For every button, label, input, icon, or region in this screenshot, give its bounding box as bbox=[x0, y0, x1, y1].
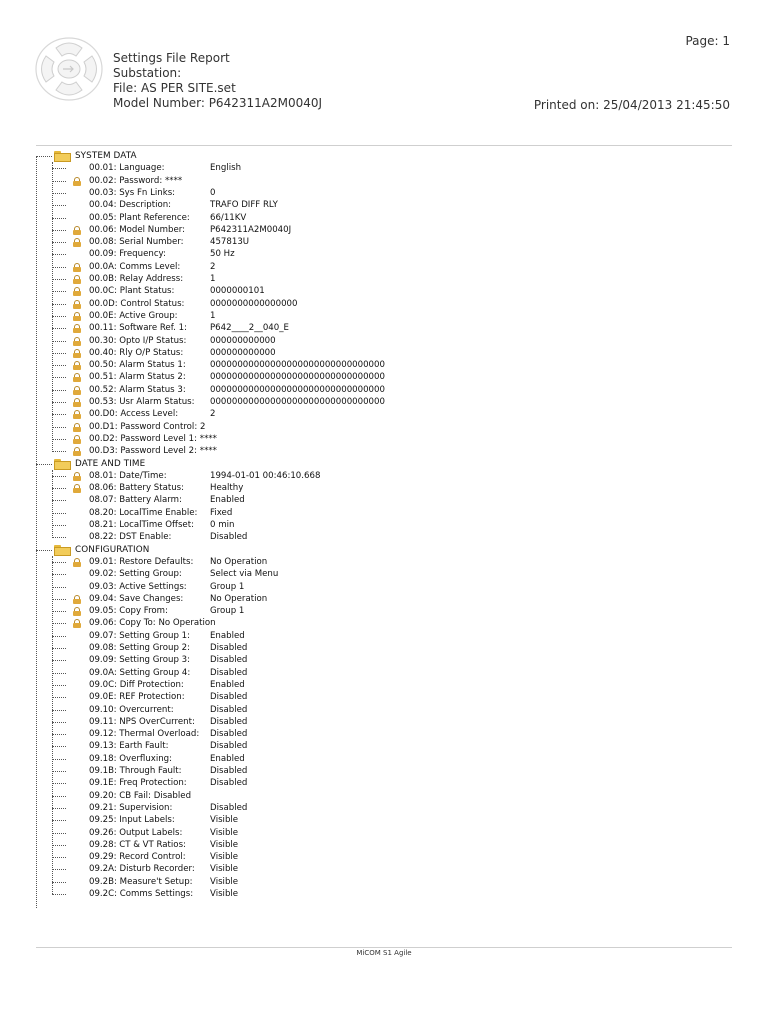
setting-value: Disabled bbox=[210, 778, 248, 789]
tree-connector bbox=[52, 722, 66, 723]
tree-connector bbox=[52, 636, 66, 637]
tree-connector bbox=[52, 328, 66, 329]
setting-value: Visible bbox=[210, 889, 239, 899]
setting-label: 09.18: Overfluxing: bbox=[89, 753, 173, 764]
lock-icon bbox=[73, 275, 81, 284]
setting-label: 00.51: Alarm Status 2: bbox=[89, 372, 186, 383]
tree-connector bbox=[52, 291, 66, 292]
setting-value: 50 Hz bbox=[210, 249, 235, 260]
tree-connector bbox=[52, 783, 66, 784]
setting-label: 09.2B: Measure't Setup: bbox=[89, 876, 193, 887]
setting-value: Select via Menu bbox=[210, 569, 279, 580]
tree-connector bbox=[52, 710, 66, 711]
section-title: DATE AND TIME bbox=[75, 458, 146, 469]
setting-label: 00.0B: Relay Address: bbox=[89, 274, 184, 284]
lock-icon bbox=[73, 177, 81, 186]
tree-connector bbox=[52, 402, 66, 403]
tree-connector bbox=[36, 464, 52, 465]
setting-value: 457813U bbox=[210, 237, 250, 248]
setting-value: Disabled bbox=[153, 790, 192, 801]
setting-value: Disabled bbox=[210, 802, 248, 813]
setting-label: 08.06: Battery Status: bbox=[89, 483, 185, 494]
tree-connector bbox=[52, 365, 66, 366]
setting-label: 00.08: Serial Number: bbox=[89, 237, 184, 248]
setting-label: 09.10: Overcurrent: bbox=[89, 704, 174, 715]
tree-connector bbox=[52, 857, 66, 858]
setting-label: 08.07: Battery Alarm: bbox=[89, 495, 182, 506]
setting-value: 000000000000 bbox=[210, 347, 276, 358]
lock-icon bbox=[73, 410, 81, 419]
tree-connector bbox=[52, 218, 66, 219]
setting-value: 00000000000000000000000000000000 bbox=[210, 397, 385, 407]
setting-label: 00.04: Description: bbox=[89, 200, 172, 211]
folder-icon bbox=[54, 545, 71, 556]
setting-value: Visible bbox=[210, 827, 239, 838]
setting-value: No Operation bbox=[210, 593, 268, 604]
setting-value: Disabled bbox=[210, 532, 248, 543]
tree-connector bbox=[52, 439, 66, 440]
tree-connector bbox=[52, 500, 66, 501]
setting-label: 09.09: Setting Group 3: bbox=[89, 655, 190, 666]
lock-icon bbox=[73, 398, 81, 407]
tree-connector bbox=[52, 377, 66, 378]
setting-label: 09.01: Restore Defaults: bbox=[89, 556, 194, 567]
setting-value: 2 bbox=[199, 421, 206, 432]
setting-label: 09.04: Save Changes: bbox=[89, 593, 184, 604]
setting-label: 00.50: Alarm Status 1: bbox=[89, 360, 186, 371]
report-title: Settings File Report bbox=[113, 51, 230, 65]
tree-connector bbox=[52, 808, 66, 809]
lock-icon bbox=[73, 619, 81, 628]
setting-label: 00.53: Usr Alarm Status: bbox=[89, 397, 195, 407]
setting-value: 1994-01-01 00:46:10.668 bbox=[210, 470, 321, 481]
setting-value: 2 bbox=[210, 261, 216, 272]
setting-value: P642____2__040_E bbox=[210, 323, 289, 334]
tree-connector bbox=[52, 304, 66, 305]
lock-icon bbox=[73, 386, 81, 395]
lock-icon bbox=[73, 226, 81, 235]
tree-connector bbox=[52, 820, 66, 821]
model-line: Model Number: P642311A2M0040J bbox=[113, 96, 323, 110]
setting-label: 00.D0: Access Level: bbox=[89, 409, 179, 420]
setting-label: 09.03: Active Settings: bbox=[89, 581, 187, 592]
setting-label: 00.30: Opto I/P Status: bbox=[89, 335, 187, 346]
setting-label: 08.22: DST Enable: bbox=[89, 532, 172, 543]
tree-connector bbox=[52, 623, 66, 624]
setting-value: Enabled bbox=[210, 630, 245, 641]
tree-connector bbox=[36, 156, 52, 157]
setting-value: Fixed bbox=[210, 507, 233, 518]
tree-connector bbox=[52, 230, 66, 231]
setting-value: No Operation bbox=[210, 556, 268, 567]
setting-label: 00.52: Alarm Status 3: bbox=[89, 384, 186, 395]
lock-icon bbox=[73, 324, 81, 333]
setting-label: 00.0A: Comms Level: bbox=[89, 261, 181, 272]
tree-connector bbox=[52, 193, 66, 194]
tree-connector bbox=[52, 267, 66, 268]
setting-value: 0 min bbox=[210, 520, 235, 530]
setting-value: Disabled bbox=[210, 766, 248, 776]
setting-label: 09.29: Record Control: bbox=[89, 852, 186, 863]
tree-connector bbox=[52, 845, 66, 846]
tree-connector bbox=[52, 168, 66, 169]
setting-value: Enabled bbox=[210, 679, 245, 690]
setting-value: Healthy bbox=[210, 483, 244, 494]
lock-icon bbox=[73, 472, 81, 481]
setting-label: 08.01: Date/Time: bbox=[89, 470, 167, 481]
setting-value: 1 bbox=[210, 274, 216, 284]
lock-icon bbox=[73, 312, 81, 321]
setting-value: 00000000000000000000000000000000 bbox=[210, 360, 385, 371]
lock-icon bbox=[73, 300, 81, 309]
setting-label: 00.D3: Password Level 2: **** bbox=[89, 446, 217, 457]
setting-label: 08.21: LocalTime Offset: bbox=[89, 520, 194, 530]
setting-value: 000000000000 bbox=[210, 335, 276, 346]
setting-label: 00.01: Language: bbox=[89, 163, 165, 174]
tree-root-line bbox=[36, 156, 37, 908]
tree-connector bbox=[52, 759, 66, 760]
setting-value: **** bbox=[165, 175, 183, 186]
tree-connector bbox=[52, 205, 66, 206]
file-line: File: AS PER SITE.set bbox=[113, 81, 236, 95]
setting-value: Disabled bbox=[210, 643, 248, 653]
setting-label: 09.2C: Comms Settings: bbox=[89, 889, 194, 899]
tree-connector bbox=[52, 574, 66, 575]
setting-value: Disabled bbox=[210, 729, 248, 740]
setting-label: 00.05: Plant Reference: bbox=[89, 212, 190, 223]
tree-connector bbox=[52, 525, 66, 526]
setting-label: 09.1B: Through Fault: bbox=[89, 766, 182, 776]
tree-connector bbox=[52, 611, 66, 612]
setting-label: 09.02: Setting Group: bbox=[89, 569, 182, 580]
section-title: SYSTEM DATA bbox=[75, 151, 137, 161]
tree-connector bbox=[52, 685, 66, 686]
setting-label: 09.0E: REF Protection: bbox=[89, 692, 185, 703]
tree-connector bbox=[52, 341, 66, 342]
tree-connector bbox=[52, 697, 66, 698]
lock-icon bbox=[73, 435, 81, 444]
tree-connector bbox=[52, 599, 66, 600]
setting-label: 00.D2: Password Level 1: **** bbox=[89, 433, 217, 444]
tree-connector bbox=[52, 427, 66, 428]
tree-connector bbox=[52, 587, 66, 588]
setting-value: 0000000000000000 bbox=[210, 298, 298, 309]
navigation-pad-logo bbox=[34, 36, 104, 102]
tree-connector bbox=[52, 488, 66, 489]
setting-label: 09.05: Copy From: bbox=[89, 606, 168, 617]
lock-icon bbox=[73, 607, 81, 616]
folder-icon bbox=[54, 459, 71, 470]
tree-connector bbox=[52, 869, 66, 870]
tree-connector bbox=[52, 771, 66, 772]
setting-label: 00.0D: Control Status: bbox=[89, 298, 185, 309]
setting-value: Enabled bbox=[210, 495, 245, 506]
section-title: CONFIGURATION bbox=[75, 544, 150, 555]
tree-connector bbox=[52, 734, 66, 735]
setting-value: 0 bbox=[210, 187, 216, 198]
tree-connector bbox=[52, 833, 66, 834]
lock-icon bbox=[73, 337, 81, 346]
setting-value: Group 1 bbox=[210, 581, 245, 592]
setting-value: TRAFO DIFF RLY bbox=[210, 200, 278, 211]
lock-icon bbox=[73, 238, 81, 247]
setting-value: Group 1 bbox=[210, 606, 245, 617]
tree-connector bbox=[52, 562, 66, 563]
tree-connector bbox=[52, 648, 66, 649]
tree-connector bbox=[52, 353, 66, 354]
setting-label: 09.06: Copy To: No Operation bbox=[89, 618, 216, 629]
tree-connector bbox=[52, 660, 66, 661]
setting-value: 00000000000000000000000000000000 bbox=[210, 372, 385, 383]
substation-line: Substation: bbox=[113, 66, 182, 80]
lock-icon bbox=[73, 484, 81, 493]
setting-label: 09.21: Supervision: bbox=[89, 802, 173, 813]
setting-label: 00.06: Model Number: bbox=[89, 224, 186, 235]
folder-icon bbox=[54, 151, 71, 162]
lock-icon bbox=[73, 423, 81, 432]
setting-value: Enabled bbox=[210, 753, 245, 764]
setting-value: Visible bbox=[210, 876, 239, 887]
tree-connector bbox=[52, 254, 66, 255]
setting-value: English bbox=[210, 163, 242, 174]
setting-label: 00.11: Software Ref. 1: bbox=[89, 323, 187, 334]
tree-connector bbox=[52, 181, 66, 182]
setting-label: 09.0C: Diff Protection: bbox=[89, 679, 184, 690]
tree-connector bbox=[52, 451, 66, 452]
tree-connector bbox=[52, 673, 66, 674]
section-branch-line bbox=[52, 556, 53, 895]
setting-value: Visible bbox=[210, 839, 239, 850]
tree-connector bbox=[52, 882, 66, 883]
lock-icon bbox=[73, 361, 81, 370]
tree-connector bbox=[52, 476, 66, 477]
setting-label: 00.D1: Password Control: 2 bbox=[89, 421, 206, 432]
setting-value: P642311A2M0040J bbox=[210, 224, 292, 235]
setting-label: 00.40: Rly O/P Status: bbox=[89, 347, 184, 358]
setting-label: 00.02: Password: **** bbox=[89, 175, 183, 186]
tree-connector bbox=[52, 390, 66, 391]
setting-value: Disabled bbox=[210, 655, 248, 666]
lock-icon bbox=[73, 447, 81, 456]
setting-value: Disabled bbox=[210, 741, 248, 752]
setting-value: 2 bbox=[210, 409, 216, 420]
setting-label: 09.28: CT & VT Ratios: bbox=[89, 839, 186, 850]
setting-label: 09.1E: Freq Protection: bbox=[89, 778, 187, 789]
setting-label: 09.13: Earth Fault: bbox=[89, 741, 169, 752]
setting-value: 1 bbox=[210, 310, 216, 321]
setting-value: Visible bbox=[210, 852, 239, 863]
tree-connector bbox=[36, 550, 52, 551]
setting-label: 09.26: Output Labels: bbox=[89, 827, 183, 838]
setting-label: 09.20: CB Fail: Disabled bbox=[89, 790, 192, 801]
tree-connector bbox=[52, 414, 66, 415]
setting-label: 09.2A: Disturb Recorder: bbox=[89, 864, 195, 875]
setting-label: 00.0E: Active Group: bbox=[89, 310, 178, 321]
setting-value: **** bbox=[199, 446, 217, 457]
setting-label: 09.12: Thermal Overload: bbox=[89, 729, 200, 740]
footer-text: MiCOM S1 Agile bbox=[356, 949, 412, 957]
setting-value: 0000000101 bbox=[210, 286, 265, 297]
tree-connector bbox=[52, 242, 66, 243]
setting-value: Disabled bbox=[210, 704, 248, 715]
lock-icon bbox=[73, 373, 81, 382]
lock-icon bbox=[73, 558, 81, 567]
tree-connector bbox=[52, 796, 66, 797]
setting-label: 09.25: Input Labels: bbox=[89, 815, 175, 826]
setting-label: 00.09: Frequency: bbox=[89, 249, 166, 260]
setting-label: 09.11: NPS OverCurrent: bbox=[89, 716, 195, 727]
setting-value: Disabled bbox=[210, 667, 248, 678]
settings-tree bbox=[36, 150, 736, 930]
setting-label: 00.03: Sys Fn Links: bbox=[89, 187, 176, 198]
tree-connector bbox=[52, 279, 66, 280]
section-branch-line bbox=[52, 470, 53, 538]
setting-label: 09.07: Setting Group 1: bbox=[89, 630, 190, 641]
setting-value: Visible bbox=[210, 815, 239, 826]
setting-label: 09.0A: Setting Group 4: bbox=[89, 667, 191, 678]
setting-label: 09.08: Setting Group 2: bbox=[89, 643, 190, 653]
printed-on: Printed on: 25/04/2013 21:45:50 bbox=[533, 98, 730, 112]
lock-icon bbox=[73, 349, 81, 358]
tree-connector bbox=[52, 894, 66, 895]
tree-connector bbox=[52, 537, 66, 538]
header-divider bbox=[36, 145, 732, 146]
setting-value: 00000000000000000000000000000000 bbox=[210, 384, 385, 395]
footer-divider bbox=[36, 947, 732, 948]
setting-value: **** bbox=[199, 433, 217, 444]
setting-label: 08.20: LocalTime Enable: bbox=[89, 507, 198, 518]
lock-icon bbox=[73, 263, 81, 272]
tree-connector bbox=[52, 316, 66, 317]
tree-connector bbox=[52, 746, 66, 747]
setting-value: Disabled bbox=[210, 716, 248, 727]
setting-value: Visible bbox=[210, 864, 239, 875]
lock-icon bbox=[73, 287, 81, 296]
setting-value: 66/11KV bbox=[210, 212, 247, 223]
tree-connector bbox=[52, 513, 66, 514]
lock-icon bbox=[73, 595, 81, 604]
report-header bbox=[113, 51, 322, 111]
page-number: Page: 1 bbox=[685, 34, 730, 48]
setting-label: 00.0C: Plant Status: bbox=[89, 286, 175, 297]
setting-value: Disabled bbox=[210, 692, 248, 703]
setting-value: No Operation bbox=[158, 618, 216, 629]
